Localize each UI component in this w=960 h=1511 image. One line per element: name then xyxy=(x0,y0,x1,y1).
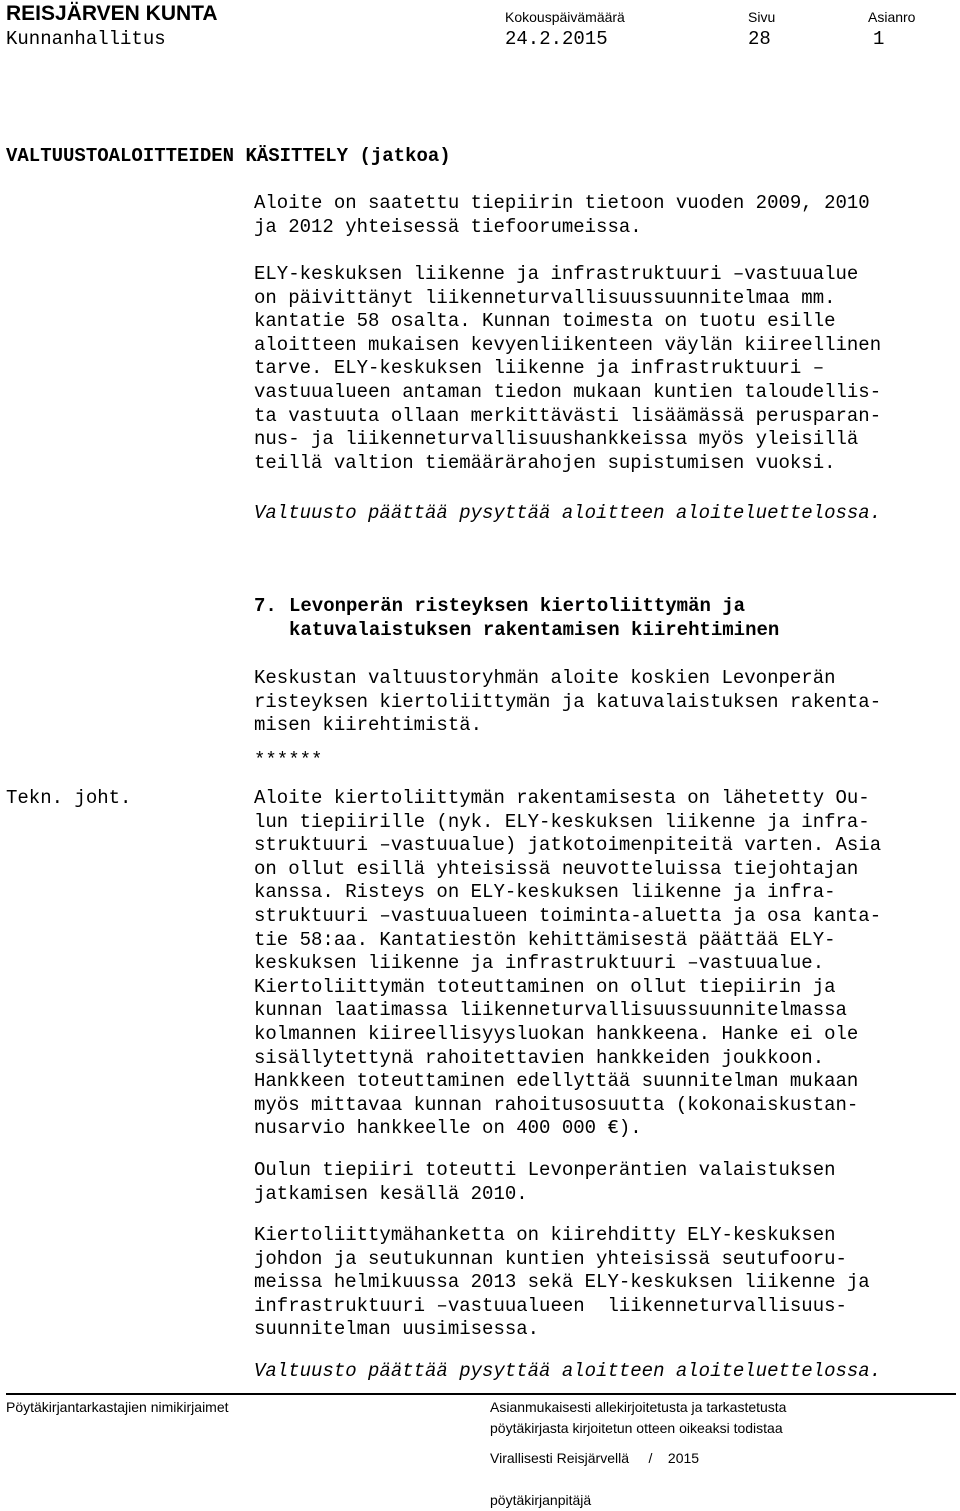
item-7-paragraph-3 xyxy=(254,1224,870,1342)
footer-divider xyxy=(6,1393,956,1395)
page-number: 28 xyxy=(748,28,771,50)
item-7-paragraph-1 xyxy=(254,787,881,1141)
text-line: on päivittänyt liikenneturvallisuussuunnitelmaa mm. xyxy=(254,286,836,309)
item-number: 1 xyxy=(873,28,885,50)
text-line: sisällytettynä rahoitettavien hankkeiden joukkoon. xyxy=(254,1046,825,1069)
certified-line-1: Asianmukaisesti allekirjoitetusta ja tarkastetusta xyxy=(490,1399,787,1415)
text-line: ja 2012 yhteisessä tiefoorumeissa. xyxy=(254,215,642,238)
text-line: nus- ja liikenneturvallisuushankkeissa myös yleisillä xyxy=(254,428,859,451)
text-line: kanssa. Risteys on ELY-keskuksen liikenne ja infra- xyxy=(254,881,836,904)
text-line: lun tiepiirille (nyk. ELY-keskuksen liikenne ja infra- xyxy=(254,810,870,833)
certified-line-2: pöytäkirjasta kirjoitetun otteen oikeaksi todistaa xyxy=(490,1420,783,1436)
section-title: VALTUUSTOALOITTEIDEN KÄSITTELY (jatkoa) xyxy=(6,145,451,167)
text-line: kolmannen kiireellisyysluokan hankkeena. Hanke ei ole xyxy=(254,1022,859,1045)
separator-asterisks: ****** xyxy=(254,749,323,771)
date-label: Kokouspäivämäärä xyxy=(505,9,625,25)
text-line: keskuksen liikenne ja infrastruktuuri –vastuualue. xyxy=(254,952,825,975)
text-line: misen kiirehtimistä. xyxy=(254,714,483,737)
item-7-title xyxy=(289,595,779,642)
keeper-label: pöytäkirjanpitäjä xyxy=(490,1492,592,1508)
text-line: Keskustan valtuustoryhmän aloite koskien Levonperän xyxy=(254,667,836,689)
text-line: myös mittavaa kunnan rahoitusosuutta (kokonaiskustan- xyxy=(254,1093,859,1116)
place-date-line: Virallisesti Reisjärvellä / 2015 xyxy=(490,1450,700,1466)
title-line: Levonperän risteyksen kiertoliittymän ja xyxy=(289,595,746,617)
text-line: jatkamisen kesällä 2010. xyxy=(254,1182,528,1205)
text-line: Aloite on saatettu tiepiirin tietoon vuoden 2009, 2010 xyxy=(254,192,870,214)
item-7-number: 7. xyxy=(254,595,277,617)
text-line: vastuualueen antaman tiedon mukaan kuntien taloudellis- xyxy=(254,380,882,403)
text-line: Oulun tiepiiri toteutti Levonperäntien valaistuksen xyxy=(254,1159,836,1181)
text-line: nusarvio hankkeelle on 400 000 €). xyxy=(254,1117,642,1140)
text-line: infrastruktuuri –vastuualueen liikenneturvallisuus- xyxy=(254,1294,847,1317)
text-line: meissa helmikuussa 2013 sekä ELY-keskuksen liikenne ja xyxy=(254,1271,870,1294)
text-line: ta vastuuta ollaan merkittävästi lisäämässä perusparan- xyxy=(254,404,882,427)
text-line: ELY-keskuksen liikenne ja infrastruktuuri –vastuualue xyxy=(254,263,859,285)
text-line: Aloite kiertoliittymän rakentamisesta on lähetetty Ou- xyxy=(254,787,870,809)
text-line: risteyksen kiertoliittymän ja katuvalaistuksen rakenta- xyxy=(254,690,882,713)
intro-paragraph-2 xyxy=(254,263,881,475)
text-line: kunnan laatimassa liikenneturvallisuussuunnitelmassa xyxy=(254,999,847,1022)
intro-decision: Valtuusto päättää pysyttää aloitteen aloiteluettelossa. xyxy=(254,502,882,524)
page-label: Sivu xyxy=(748,9,776,25)
text-line: on ollut esillä yhteisissä neuvotteluissa tiejohtajan xyxy=(254,857,859,880)
meeting-body: Kunnanhallitus xyxy=(6,28,166,50)
text-line: johdon ja seutukunnan kuntien yhteisissä seutufooru- xyxy=(254,1247,847,1270)
organization-name: REISJÄRVEN KUNTA xyxy=(6,2,218,25)
text-line: aloitteen mukaisen kevyenliikenteen väylän kiireellinen xyxy=(254,333,882,356)
text-line: tie 58:aa. Kantatiestön kehittämisestä päättää ELY- xyxy=(254,928,836,951)
item-label: Asianro xyxy=(868,9,916,25)
title-line: katuvalaistuksen rakentamisen kiirehtiminen xyxy=(289,618,780,641)
text-line: Kiertoliittymähanketta on kiirehditty ELY-keskuksen xyxy=(254,1224,836,1246)
text-line: tarve. ELY-keskuksen liikenne ja infrastruktuuri – xyxy=(254,357,825,380)
text-line: Hankkeen toteuttaminen edellyttää suunnitelman mukaan xyxy=(254,1070,859,1093)
item-7-decision: Valtuusto päättää pysyttää aloitteen aloiteluettelossa. xyxy=(254,1360,882,1382)
text-line: struktuuri –vastuualue) jatkotoimenpiteitä varten. Asia xyxy=(254,834,882,857)
text-line: kantatie 58 osalta. Kunnan toimesta on tuotu esille xyxy=(254,310,836,333)
meeting-date: 24.2.2015 xyxy=(505,28,608,50)
text-line: suunnitelman uusimisessa. xyxy=(254,1318,540,1341)
item-7-description xyxy=(254,667,881,738)
text-line: struktuuri –vastuualueen toiminta-aluetta ja osa kanta- xyxy=(254,904,882,927)
side-label: Tekn. joht. xyxy=(6,787,132,809)
item-7-paragraph-2 xyxy=(254,1159,836,1206)
text-line: Kiertoliittymän toteuttaminen on ollut tiepiirin ja xyxy=(254,975,836,998)
text-line: teillä valtion tiemäärärahojen supistumisen vuoksi. xyxy=(254,451,836,474)
initials-label: Pöytäkirjantarkastajien nimikirjaimet xyxy=(6,1399,229,1415)
intro-paragraph-1 xyxy=(254,192,870,239)
